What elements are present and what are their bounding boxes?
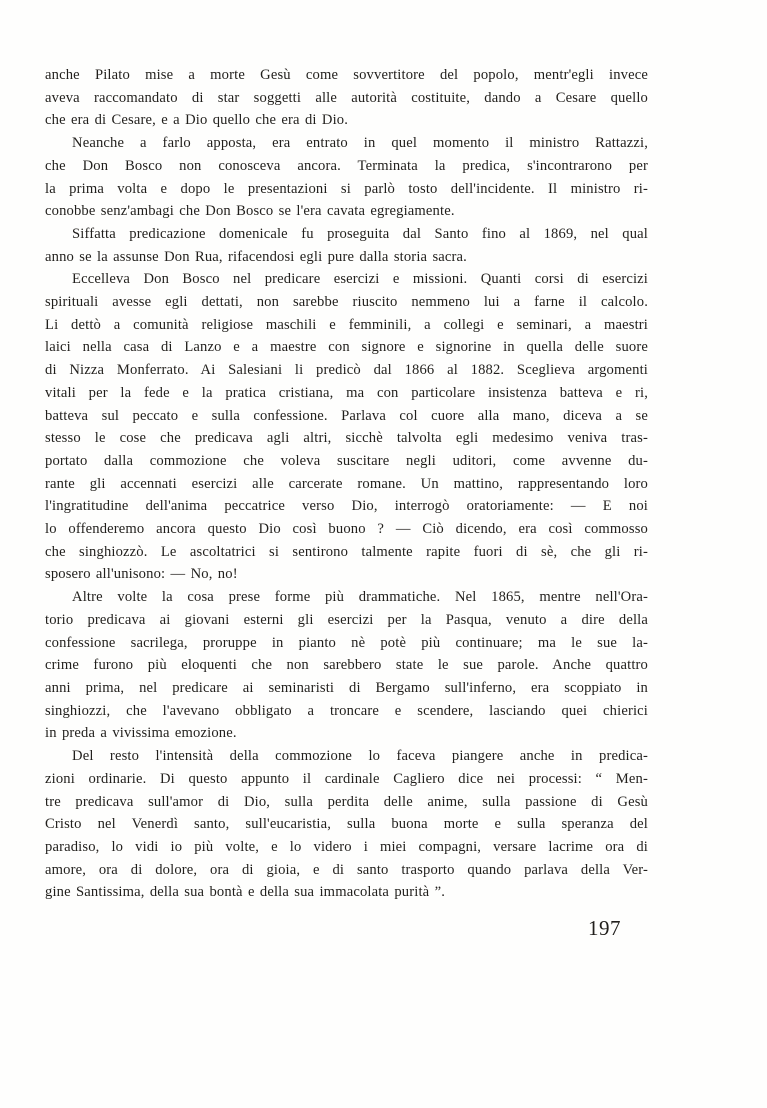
text-line: che Don Bosco non conosceva ancora. Terminata la predica, s'incontrarono per — [45, 157, 648, 174]
text-line: Cristo nel Venerdì santo, sull'eucaristia, sulla buona morte e sulla speranza del — [45, 816, 648, 833]
text-block — [45, 64, 648, 904]
text-line: di Nizza Monferrato. Ai Salesiani li predicò dal 1866 al 1882. Sceglieva argomenti — [45, 362, 648, 379]
text-line: portato dalla commozione che voleva suscitare negli uditori, come avvenne du- — [45, 452, 648, 469]
text-line: che era di Cesare, e a Dio quello che era di Dio. — [45, 112, 349, 129]
text-line: tre predicava sull'amor di Dio, sulla perdita delle anime, sulla passione di Gesù — [45, 793, 648, 810]
paragraph — [45, 223, 648, 268]
text-line: Del resto l'intensità della commozione lo faceva piangere anche in predica- — [72, 748, 648, 765]
text-line: Altre volte la cosa prese forme più drammatiche. Nel 1865, mentre nell'Ora- — [72, 589, 648, 606]
text-line: laici nella casa di Lanzo e a maestre con signore e signorine in quella delle suore — [45, 339, 648, 356]
text-line: vitali per la fede e la pratica cristiana, ma con particolare insistenza batteva e ri, — [45, 384, 648, 401]
text-line: confessione sacrilega, proruppe in pianto nè potè più continuare; ma le sue la- — [45, 634, 648, 651]
text-line: rante gli accennati esercizi alle carcerate romane. Un mattino, rappresentando loro — [45, 475, 648, 492]
text-line: anni prima, nel predicare ai seminaristi di Bergamo sull'inferno, era scoppiato in — [45, 679, 648, 696]
text-line: conobbe senz'ambagi che Don Bosco se l'era cavata egregiamente. — [45, 203, 455, 220]
paragraph — [45, 268, 648, 586]
text-line: lo offenderemo ancora questo Dio così buono ? — Ciò dicendo, era così commosso — [45, 521, 648, 538]
text-line: la prima volta e dopo le presentazioni si parlò tosto dell'incidente. Il ministro ri- — [45, 180, 648, 197]
text-line: batteva sul peccato e sulla confessione. Parlava col cuore alla mano, diceva a se — [45, 407, 648, 424]
text-line: l'ingratitudine dell'anima peccatrice verso Dio, interrogò oratoriamente: — E noi — [45, 498, 648, 515]
paragraph — [45, 132, 648, 223]
text-line: zioni ordinarie. Di questo appunto il cardinale Cagliero dice nei processi: “ Men- — [45, 770, 648, 787]
text-line: spirituali avesse egli dettati, non sarebbe riuscito nemmeno lui a farne il calcolo. — [45, 294, 648, 311]
text-line: anche Pilato mise a morte Gesù come sovvertitore del popolo, mentr'egli invece — [45, 67, 648, 83]
text-line: crime furono più eloquenti che non sarebbero state le sue parole. Anche quattro — [45, 657, 648, 674]
text-line: Eccelleva Don Bosco nel predicare esercizi e missioni. Quanti corsi di esercizi — [72, 271, 648, 288]
text-line: torio predicava ai giovani esterni gli esercizi per la Pasqua, venuto a dire della — [45, 611, 648, 628]
paragraph — [45, 64, 648, 132]
text-line: sposero all'unisono: — No, no! — [45, 566, 238, 583]
paragraph — [45, 586, 648, 745]
text-line: che singhiozzò. Le ascoltatrici si sentirono talmente rapite fuori di sè, che gli ri- — [45, 543, 648, 560]
text-line: stesso le cose che predicava agli altri, sicchè talvolta egli medesimo veniva tras- — [45, 430, 648, 447]
text-line: singhiozzi, che l'avevano obbligato a troncare e scendere, lasciando quei chierici — [45, 702, 648, 719]
text-line: anno se la assunse Don Rua, rifacendosi egli pure dalla storia sacra. — [45, 248, 467, 265]
text-line: Li dettò a comunità religiose maschili e femminili, a collegi e seminari, a maestri — [45, 316, 648, 333]
page-number: 197 — [588, 916, 621, 940]
text-line: amore, ora di dolore, ora di gioia, e di santo trasporto quando parlava della Ver- — [45, 861, 648, 878]
text-line: Neanche a farlo apposta, era entrato in quel momento il ministro Rattazzi, — [72, 135, 648, 152]
text-line: gine Santissima, della sua bontà e della sua immacolata purità ”. — [45, 884, 446, 901]
text-line: Siffatta predicazione domenicale fu proseguita dal Santo fino al 1869, nel qual — [72, 225, 648, 242]
text-line: paradiso, lo vidi io più volte, e lo videro i miei compagni, versare lacrime ora di — [45, 838, 648, 855]
text-line: in preda a vivissima emozione. — [45, 725, 237, 742]
paragraph — [45, 745, 648, 904]
text-line: aveva raccomandato di star soggetti alle autorità costituite, dando a Cesare quello — [45, 89, 648, 106]
